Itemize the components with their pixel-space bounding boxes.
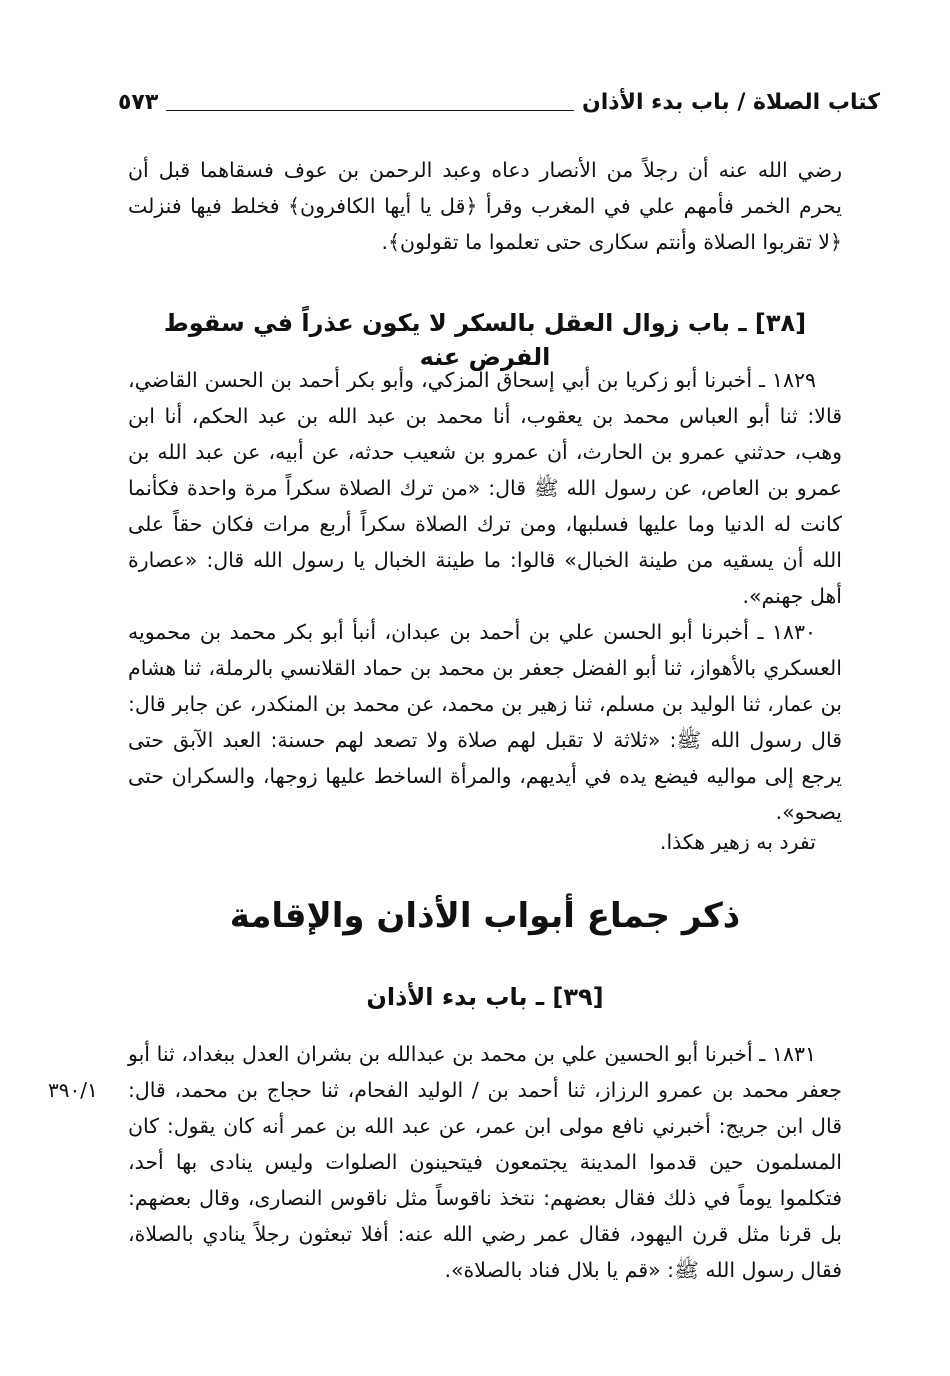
hadith-1830: ١٨٣٠ ـ أخبرنا أبو الحسن علي بن أحمد بن عبدان، أنبأ أبو بكر محمد بن محمويه العسكري بالأهواز، ثنا أبو الفضل جعفر بن محمد بن حماد القلانسي بالرملة، ثنا هشام بن عمار، ثنا الوليد بن مسلم، ثنا زهير بن محمد، عن محمد بن المنكدر، عن جابر قال: قال رسول الله ﷺ: «ثلاثة لا تقبل لهم صلاة ولا تصعد لهم حسنة: العبد الآبق حتى يرجع إلى مواليه فيضع يده في أيديهم، والمرأة الساخط عليها زوجها، والسكران حتى يصحو». — [128, 620, 842, 824]
section-39-heading: [٣٩] ـ باب بدء الأذان — [366, 983, 604, 1011]
hadith-1830-block — [128, 614, 842, 830]
intro-paragraph: رضي الله عنه أن رجلاً من الأنصار دعاه وعبد الرحمن بن عوف فسقاهما قبل أن يحرم الخمر فأمهم علي في المغرب وقرأ ﴿قل يا أيها الكافرون﴾ فخلط فيها فنزلت ﴿لا تقربوا الصلاة وأنتم سكارى حتى تعلموا ما تقولون﴾. — [128, 158, 842, 254]
running-header — [118, 86, 880, 120]
hadith-1829-block — [128, 362, 842, 614]
intro-paragraph-block — [128, 152, 842, 260]
hadith-1831-block — [128, 1036, 842, 1288]
note-block — [128, 824, 842, 860]
chapter-heading: ذكر جماع أبواب الأذان والإقامة — [229, 896, 741, 936]
hadith-1829: ١٨٢٩ ـ أخبرنا أبو زكريا بن أبي إسحاق المزكي، وأبو بكر أحمد بن الحسن القاضي، قالا: ثنا أبو العباس محمد بن يعقوب، أنا محمد بن عبد الله بن عبد الحكم، أنا ابن وهب، حدثني عمرو بن الحارث، أن عمرو بن شعيب حدثه، عن أبيه، عن عبد الله بن عمرو بن العاص، عن رسول الله ﷺ قال: «من ترك الصلاة سكراً مرة واحدة فكأنما كانت له الدنيا وما عليها فسلبها، ومن ترك الصلاة سكراً أربع مرات فكان حقاً على الله أن يسقيه من طينة الخبال» قالوا: ما طينة الخبال يا رسول الله قال: «عصارة أهل جهنم». — [128, 368, 842, 608]
hadith-1831: ١٨٣١ ـ أخبرنا أبو الحسين علي بن محمد بن عبدالله بن بشران العدل ببغداد، ثنا أبو جعفر محمد بن عمرو الرزاز، ثنا أحمد بن / الوليد الفحام، ثنا حجاج بن محمد، قال: قال ابن جريج: أخبرني نافع مولى ابن عمر، عن عبد الله بن عمر أنه كان يقول: كان المسلمون حين قدموا المدينة يجتمعون فيتحينون الصلوات وليس ينادى بها أحد، فتكلموا يوماً في ذلك فقال بعضهم: نتخذ ناقوساً مثل ناقوس النصارى، وقال بعضهم: بل قرنا مثل قرن اليهود، فقال عمر رضي الله عنه: أفلا تبعثون رجلاً ينادي بالصلاة، فقال رسول الله ﷺ: «قم يا بلال فناد بالصلاة». — [128, 1042, 842, 1282]
margin-reference: ٣٩٠/١ — [48, 1078, 98, 1102]
section-38-heading: [٣٨] ـ باب زوال العقل بالسكر لا يكون عذراً في سقوط الفرض عنه — [163, 309, 807, 371]
header-rule — [166, 110, 574, 111]
running-title: كتاب الصلاة / باب بدء الأذان — [581, 90, 880, 115]
transmission-note: تفرد به زهير هكذا. — [659, 830, 816, 854]
page-number: ٥٧٣ — [118, 90, 159, 115]
